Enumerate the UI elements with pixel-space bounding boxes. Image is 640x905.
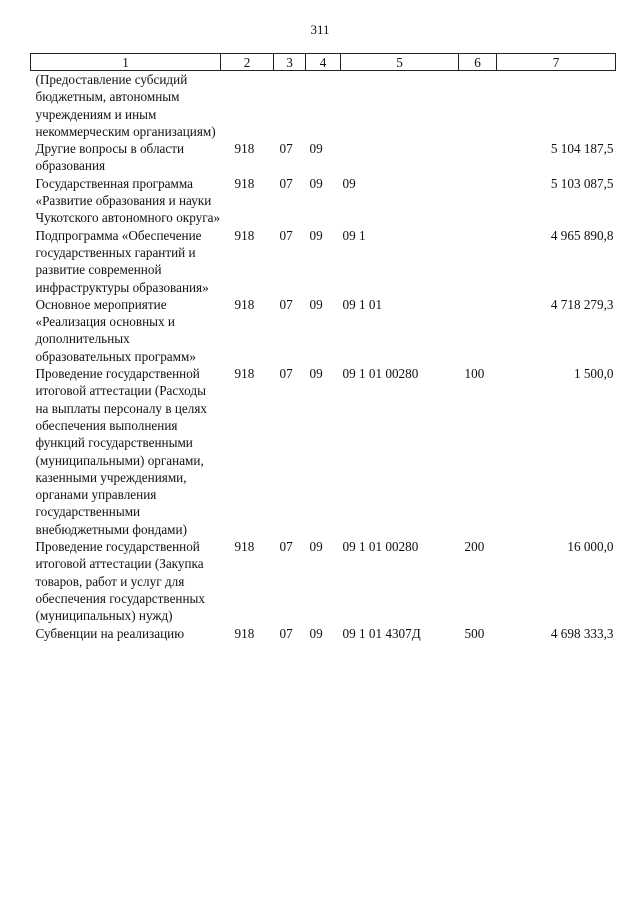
vr-code [459, 227, 497, 296]
csr-code: 09 1 01 00280 [342, 366, 419, 382]
csr-code: 09 1 01 00280 [342, 539, 419, 555]
gr-code: 918 [234, 175, 255, 191]
expense-name: (Предоставление субсидий бюджетным, автономным учреждениям и иным некоммерческим организациям) [35, 72, 216, 139]
gr-code: 918 [234, 625, 255, 641]
pr-code: 09 [309, 296, 323, 312]
table-row [31, 365, 616, 538]
expense-name: Субвенции на реализацию [35, 625, 185, 641]
gr-code: 918 [234, 141, 255, 157]
vr-code: 500 [464, 625, 485, 641]
table-row [31, 625, 616, 642]
table-header-row [31, 54, 616, 71]
gr-code: 918 [234, 366, 255, 382]
table-row [31, 296, 616, 365]
vr-code [459, 175, 497, 227]
gr-code: 918 [234, 296, 255, 312]
rz-code: 07 [279, 539, 293, 555]
column-header: 2 [221, 54, 274, 71]
column-header: 6 [459, 54, 497, 71]
csr-code [341, 140, 459, 175]
column-header: 5 [341, 54, 459, 71]
vr-code [459, 71, 497, 141]
amount [497, 71, 616, 141]
expense-name: Основное мероприятие «Реализация основных и дополнительных образовательных программ» [35, 296, 196, 364]
expense-name: Другие вопросы в области образования [35, 141, 185, 174]
expense-name: Государственная программа «Развитие образования и науки Чукотского автономного округа» [35, 175, 221, 226]
expense-name: Проведение государственной итоговой аттестации (Закупка товаров, работ и услуг для обеспечения государственных (муниципальных) нужд) [35, 539, 205, 624]
table-row [31, 71, 616, 141]
vr-code: 100 [464, 366, 485, 382]
table-row [31, 227, 616, 296]
expense-name: Проведение государственной итоговой аттестации (Расходы на выплаты персоналу в целях обеспечения выполнения функций государственными (муниципальными) органами, казенными учреждениями, органами управления государственными внебюджетными фондами) [35, 366, 207, 537]
gr-code [221, 71, 274, 141]
table-row [31, 538, 616, 624]
pr-code: 09 [309, 141, 323, 157]
vr-code: 200 [464, 539, 485, 555]
amount: 1 500,0 [573, 366, 614, 382]
amount: 4 718 279,3 [550, 296, 614, 312]
rz-code [274, 71, 306, 141]
pr-code: 09 [309, 175, 323, 191]
pr-code [306, 71, 341, 141]
budget-table [30, 53, 616, 642]
amount: 16 000,0 [567, 539, 614, 555]
column-header: 1 [31, 54, 221, 71]
rz-code: 07 [279, 175, 293, 191]
pr-code: 09 [309, 366, 323, 382]
pr-code: 09 [309, 539, 323, 555]
gr-code: 918 [234, 539, 255, 555]
rz-code: 07 [279, 625, 293, 641]
table-row [31, 175, 616, 227]
rz-code: 07 [279, 366, 293, 382]
rz-code: 07 [279, 141, 293, 157]
amount: 5 104 187,5 [550, 141, 614, 157]
column-header: 3 [274, 54, 306, 71]
amount: 4 965 890,8 [550, 227, 614, 243]
expense-name: Подпрограмма «Обеспечение государственных гарантий и развитие современной инфраструктуры образования» [35, 227, 209, 295]
csr-code: 09 1 [342, 227, 366, 243]
amount: 5 103 087,5 [550, 175, 614, 191]
vr-code [459, 140, 497, 175]
page-number: 311 [310, 22, 330, 37]
column-header: 7 [497, 54, 616, 71]
column-header: 4 [306, 54, 341, 71]
csr-code: 09 1 01 4307Д [342, 625, 421, 641]
rz-code: 07 [279, 227, 293, 243]
table-row [31, 140, 616, 175]
pr-code: 09 [309, 625, 323, 641]
csr-code [341, 71, 459, 141]
vr-code [459, 296, 497, 365]
gr-code: 918 [234, 227, 255, 243]
csr-code: 09 [342, 175, 356, 191]
csr-code: 09 1 01 [342, 296, 383, 312]
pr-code: 09 [309, 227, 323, 243]
rz-code: 07 [279, 296, 293, 312]
amount: 4 698 333,3 [550, 625, 614, 641]
